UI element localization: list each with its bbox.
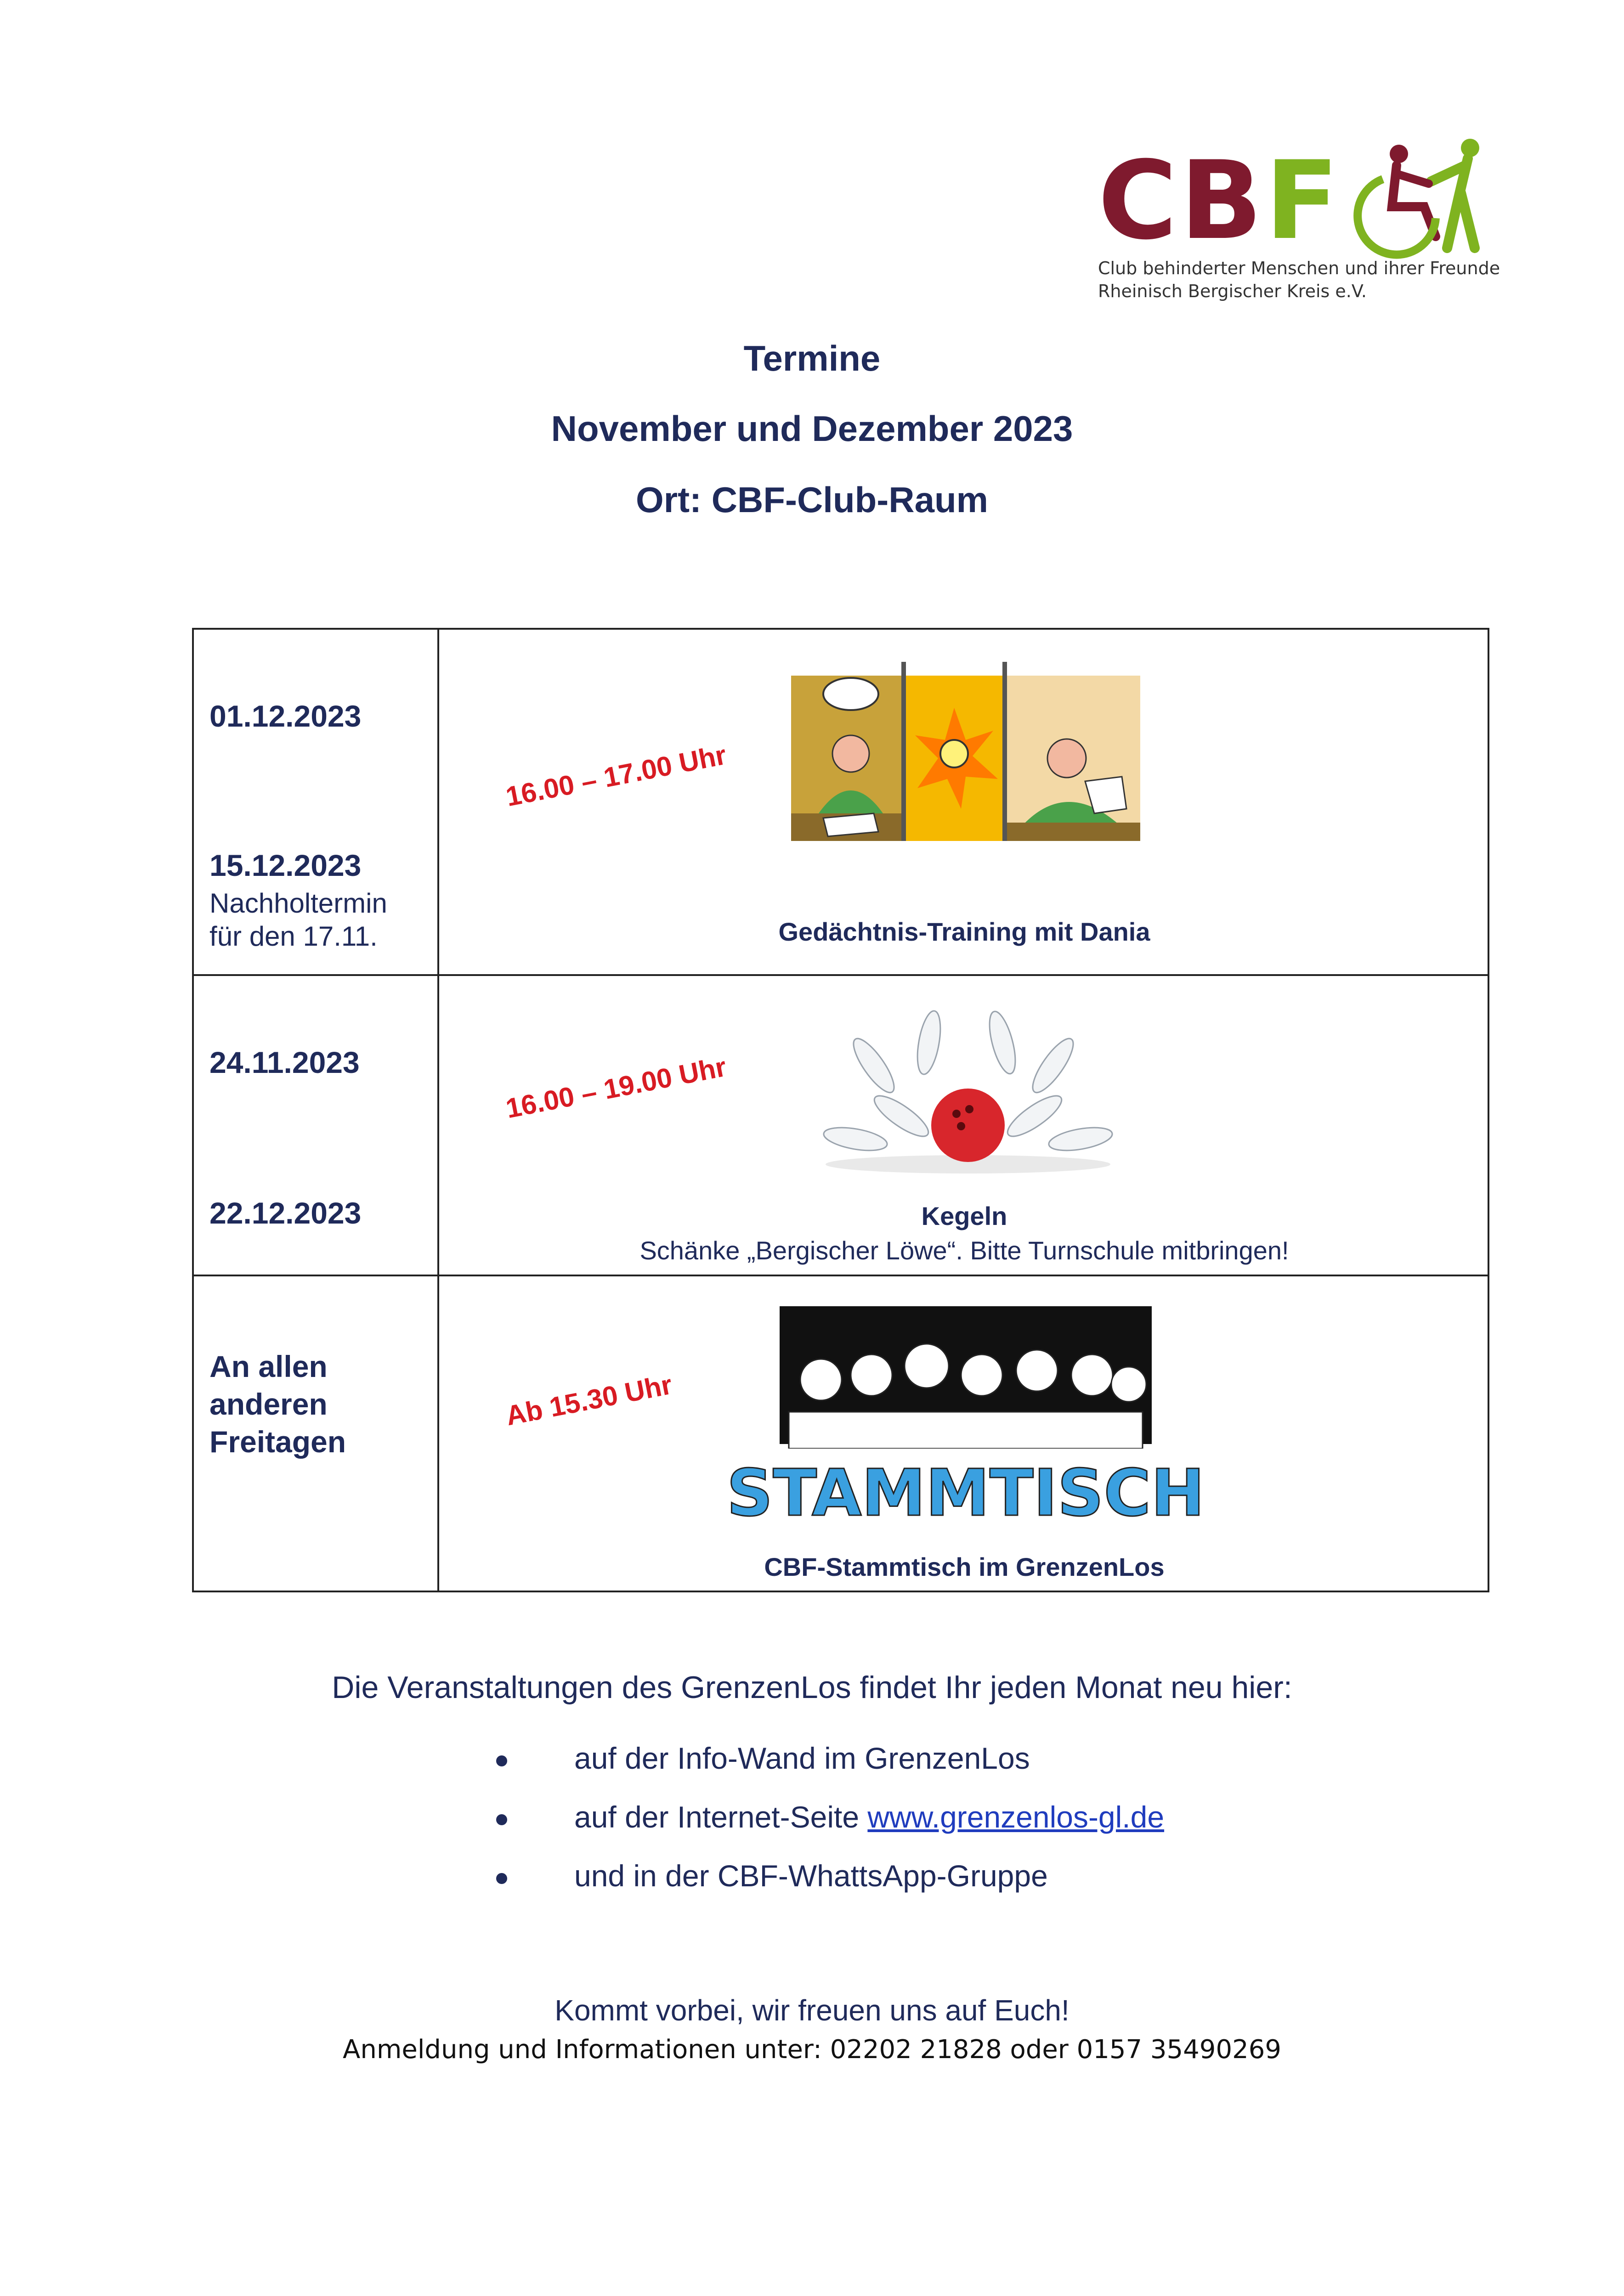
event-date: Freitagen bbox=[209, 1425, 346, 1459]
list-item-text: auf der Info-Wand im GrenzenLos bbox=[574, 1741, 1030, 1775]
list-item-prefix: auf der Internet-Seite bbox=[574, 1800, 868, 1834]
event-subtitle: Schänke „Bergischer Löwe“. Bitte Turnschule mitbringen! bbox=[639, 1236, 1289, 1265]
bullet-icon bbox=[496, 1755, 507, 1766]
page-title: Termine bbox=[743, 338, 881, 378]
event-note: für den 17.11. bbox=[209, 921, 378, 952]
event-time: 16.00 – 19.00 Uhr bbox=[503, 1051, 729, 1124]
location-heading: Ort: CBF-Club-Raum bbox=[636, 480, 988, 520]
event-title: Kegeln bbox=[921, 1202, 1007, 1230]
logo-subtitle-line1: Club behinderter Menschen und ihrer Freunde bbox=[1098, 258, 1500, 278]
stammtisch-illustration bbox=[726, 1306, 1205, 1536]
bullet-icon bbox=[496, 1873, 507, 1884]
event-date: anderen bbox=[209, 1387, 328, 1421]
event-date: 22.12.2023 bbox=[209, 1196, 362, 1230]
logo-subtitle-line2: Rheinisch Bergischer Kreis e.V. bbox=[1098, 281, 1367, 301]
wheelchair-helper-icon bbox=[1355, 138, 1498, 257]
event-note: Nachholtermin bbox=[209, 888, 387, 919]
event-time: Ab 15.30 Uhr bbox=[503, 1369, 675, 1432]
event-date: 15.12.2023 bbox=[209, 848, 362, 882]
list-item-text: und in der CBF-WhattsApp-Gruppe bbox=[574, 1859, 1048, 1893]
closing-line: Kommt vorbei, wir freuen uns auf Euch! bbox=[555, 1994, 1069, 2027]
contact-line: Anmeldung und Informationen unter: 02202 21828 oder 0157 35490269 bbox=[343, 2035, 1281, 2065]
event-date: 01.12.2023 bbox=[209, 699, 362, 733]
list-item-text bbox=[574, 1800, 1164, 1834]
event-row-memory-training bbox=[194, 630, 1488, 976]
memory-training-illustration bbox=[791, 662, 1140, 855]
period-heading: November und Dezember 2023 bbox=[551, 408, 1073, 449]
bullet-icon bbox=[496, 1814, 507, 1825]
event-title: CBF-Stammtisch im GrenzenLos bbox=[764, 1552, 1165, 1581]
stammtisch-logo-text: STAMMTISCH bbox=[726, 1456, 1205, 1531]
bowling-illustration bbox=[823, 1010, 1113, 1176]
cbf-logo bbox=[1098, 138, 1502, 312]
event-title: Gedächtnis-Training mit Dania bbox=[778, 917, 1150, 946]
event-time: 16.00 – 17.00 Uhr bbox=[503, 739, 729, 812]
event-date: 24.11.2023 bbox=[209, 1045, 360, 1079]
event-date: An allen bbox=[209, 1349, 328, 1383]
events-table bbox=[192, 628, 1489, 1592]
event-row-stammtisch bbox=[194, 1276, 1488, 1592]
info-intro: Die Veranstaltungen des GrenzenLos findet Ihr jeden Monat neu hier: bbox=[332, 1670, 1292, 1705]
logo-letters: CBF bbox=[1098, 138, 1342, 264]
website-link[interactable]: www.grenzenlos-gl.de bbox=[867, 1800, 1165, 1834]
event-row-bowling bbox=[194, 976, 1488, 1276]
